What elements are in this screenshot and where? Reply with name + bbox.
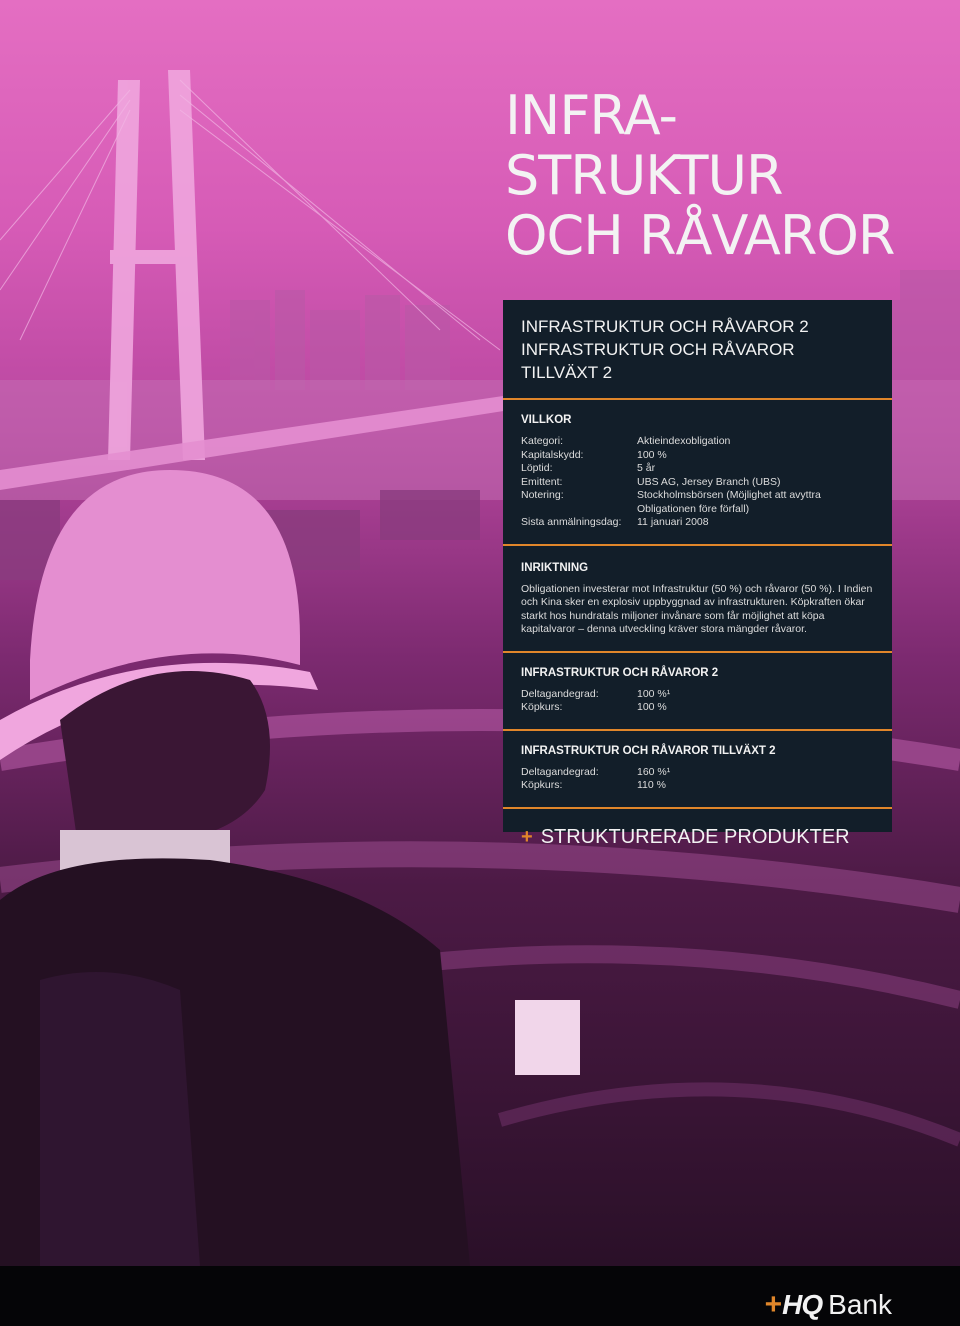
product1-row [521,688,874,702]
villkor-label: Sista anmälningsdag: [521,516,622,528]
product1-label: Deltagandegrad: [521,687,599,700]
villkor-value: 100 % [637,448,667,461]
inriktning-section [503,546,892,651]
villkor-value: UBS AG, Jersey Branch (UBS) [637,475,781,488]
villkor-label: Löptid: [521,462,553,474]
inriktning-title: INRIKTNING [521,561,589,574]
villkor-value: Aktieindexobligation [637,435,731,447]
villkor-row [521,516,874,530]
logo-bank: Bank [828,1289,892,1320]
product-title-1: INFRASTRUKTUR OCH RÅVAROR 2 [521,317,809,336]
product2-label: Köpkurs: [521,779,563,791]
strukturerade-produkter-link[interactable] [503,809,892,849]
logo-plus: + [764,1288,783,1321]
villkor-value: 11 januari 2008 [637,516,709,528]
product1-row [521,701,874,715]
cta-label: STRUKTURERADE PRODUKTER [540,825,850,848]
product-info-panel [503,300,892,848]
plus-icon: + [521,825,533,848]
product2-value: 110 % [637,779,666,791]
villkor-row [521,476,874,490]
villkor-label: Notering: [521,489,564,501]
headline-line-1: INFRA- [505,84,677,147]
hq-bank-logo [764,1288,892,1321]
product2-row [521,779,874,793]
villkor-row [521,462,874,476]
villkor-label: Kapitalskydd: [521,448,584,461]
product2-row [521,766,874,780]
product2-title: INFRASTRUKTUR OCH RÅVAROR TILLVÄXT 2 [521,744,776,757]
villkor-row [521,489,874,516]
product1-label: Köpkurs: [521,701,563,713]
product2-value: 160 %¹ [637,765,671,778]
product1-value: 100 % [637,701,667,713]
product2-label: Deltagandegrad: [521,765,599,778]
headline-line-3: OCH RÅVAROR [505,204,895,267]
product-title-2: INFRASTRUKTUR OCH RÅVAROR TILLVÄXT 2 [521,340,795,382]
headline-line-2: STRUKTUR [505,144,783,207]
villkor-label: Emittent: [521,475,563,488]
villkor-row [521,449,874,463]
panel-header [503,300,892,400]
logo-hq: HQ [782,1289,823,1320]
product1-value: 100 %¹ [637,687,671,700]
villkor-value: 5 år [637,462,656,474]
product2-section [503,731,892,807]
product1-title: INFRASTRUKTUR OCH RÅVAROR 2 [521,666,719,679]
villkor-section [503,400,892,544]
villkor-value: Stockholmsbörsen (Möjlighet att avyttra Obligationen före förfall) [637,489,821,515]
product1-section [503,653,892,729]
page-headline [505,86,925,266]
inriktning-text: Obligationen investerar mot Infrastruktur (50 %) och råvaror (50 %). I Indien och Kina sker en explosiv uppbyggnad av infrastrukturen. Köpkraften ökar starkt hos hundratals miljoner invånare som får möjlighet att köpa kapitalvaror – denna utveckling kräver stora mängder råvaror. [521,582,873,635]
villkor-title: VILLKOR [521,414,572,426]
villkor-row [521,435,874,449]
villkor-label: Kategori: [521,435,564,447]
